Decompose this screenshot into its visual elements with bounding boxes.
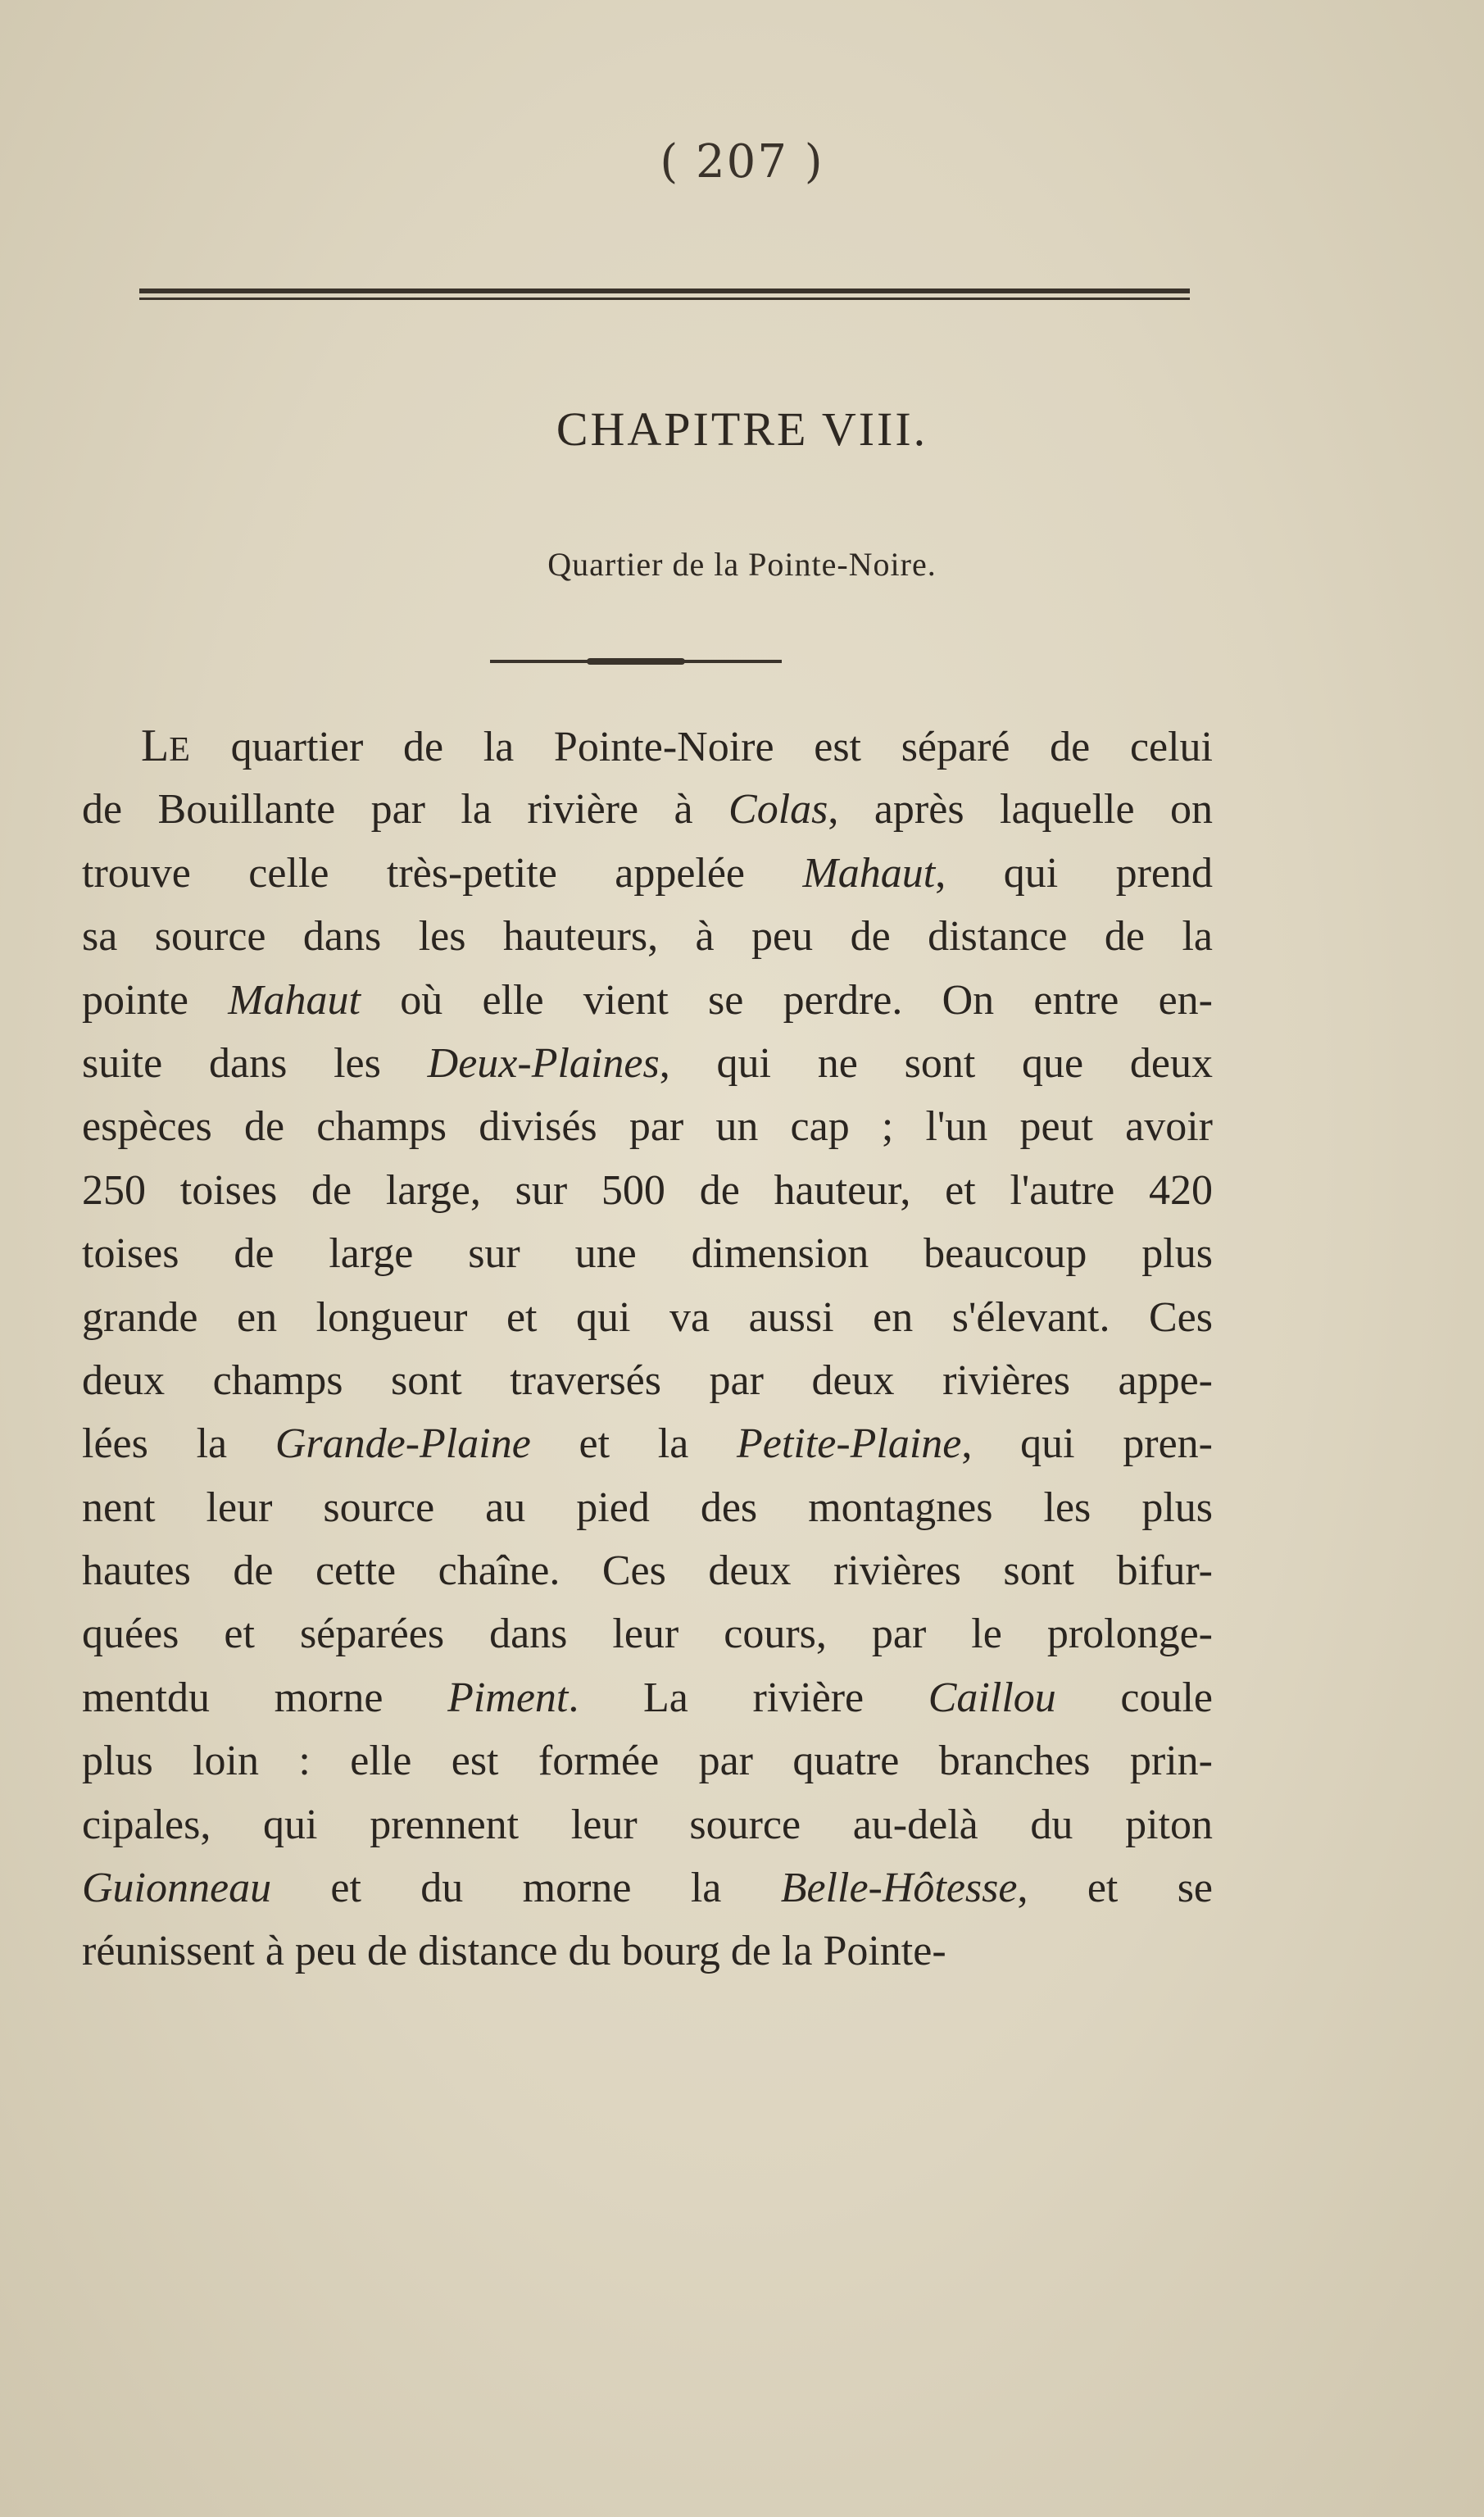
initial-capital: L (141, 720, 170, 771)
italic-place-name: Belle-Hôtesse (780, 1865, 1018, 1912)
section-title: Quartier de la Pointe-Noire. (547, 546, 937, 583)
text-segment: pointe (82, 976, 229, 1024)
text-segment: suite dans les (82, 1039, 428, 1087)
italic-place-name: Grande-Plaine (275, 1420, 531, 1468)
text-segment: plus loin : elle est formée par quatre branches prin- (82, 1738, 1213, 1785)
text-line (82, 1602, 1213, 1665)
text-segment: et la (530, 1420, 737, 1468)
text-segment: mentdu morne (82, 1674, 448, 1721)
page-number: ( 207 ) (660, 135, 824, 189)
italic-place-name: Colas (728, 786, 828, 834)
text-segment: quartier de la Pointe-Noire est séparé de celui (190, 724, 1213, 770)
text-segment: , qui prend (935, 849, 1213, 897)
text-segment: espèces de champs divisés par un cap ; l'un peut avoir (82, 1103, 1213, 1151)
chapter-title: CHAPITRE VIII. (556, 402, 928, 456)
text-line (82, 1412, 1213, 1475)
text-segment: toises de large sur une dimension beaucoup plus (82, 1230, 1213, 1278)
text-line (82, 1666, 1213, 1729)
small-capital: E (169, 731, 191, 769)
text-line (82, 1349, 1213, 1412)
text-line (82, 842, 1213, 905)
text-segment: trouve celle très-petite appelée (82, 849, 803, 897)
italic-place-name: Mahaut (802, 849, 936, 897)
italic-place-name: Piment (447, 1674, 569, 1721)
text-line (82, 715, 1213, 778)
text-segment: de Bouillante par la rivière à (82, 786, 729, 834)
text-segment: hautes de cette chaîne. Ces deux rivières sont bifur- (82, 1547, 1213, 1595)
text-line (82, 778, 1213, 841)
italic-place-name: Deux-Plaines (427, 1039, 660, 1087)
italic-place-name: Petite-Plaine (737, 1420, 962, 1468)
text-segment: quées et séparées dans leur cours, par le prolonge- (82, 1611, 1213, 1658)
text-line (82, 1729, 1213, 1792)
header-double-rule (139, 289, 1190, 303)
text-segment: , qui ne sont que deux (659, 1039, 1214, 1087)
body-paragraph (82, 715, 1213, 1983)
text-line (82, 1920, 1213, 1983)
text-segment: . La rivière (568, 1674, 928, 1721)
text-line (82, 1286, 1213, 1349)
text-segment: réunissent à peu de distance du bourg de la Pointe- (82, 1928, 946, 1975)
text-segment: cipales, qui prennent leur source au-delà du piton (82, 1801, 1213, 1848)
text-line (82, 1095, 1213, 1158)
italic-place-name: Mahaut (228, 976, 361, 1024)
header-rule-thin (139, 298, 1190, 300)
header-rule-thick (139, 289, 1190, 293)
section-divider-rule (490, 660, 782, 663)
text-line (82, 969, 1213, 1032)
text-segment: sa source dans les hauteurs, à peu de distance de la (82, 913, 1213, 961)
text-segment: , et se (1017, 1865, 1214, 1912)
text-line (82, 1222, 1213, 1285)
text-segment: grande en longueur et qui va aussi en s'élevant. Ces (82, 1293, 1213, 1341)
text-segment: , qui pren- (961, 1420, 1213, 1468)
italic-place-name: Guionneau (82, 1865, 272, 1912)
text-segment: nent leur source au pied des montagnes les plus (82, 1483, 1213, 1531)
text-segment: où elle vient se perdre. On entre en- (361, 976, 1213, 1024)
text-line (82, 1539, 1213, 1602)
text-line (82, 905, 1213, 968)
section-divider-bulge (587, 658, 685, 665)
text-segment: deux champs sont traversés par deux rivières appe- (82, 1356, 1213, 1404)
italic-place-name: Caillou (928, 1674, 1056, 1721)
text-line (82, 1476, 1213, 1539)
text-line (82, 1793, 1213, 1856)
text-segment: coule (1055, 1674, 1214, 1721)
text-segment: 250 toises de large, sur 500 de hauteur, et l'autre 420 (82, 1166, 1213, 1214)
text-segment: , après laquelle on (828, 786, 1214, 834)
text-segment: lées la (82, 1420, 275, 1468)
text-line (82, 1856, 1213, 1920)
text-segment: et du morne la (271, 1865, 781, 1912)
text-line (82, 1159, 1213, 1222)
text-line (82, 1032, 1213, 1095)
